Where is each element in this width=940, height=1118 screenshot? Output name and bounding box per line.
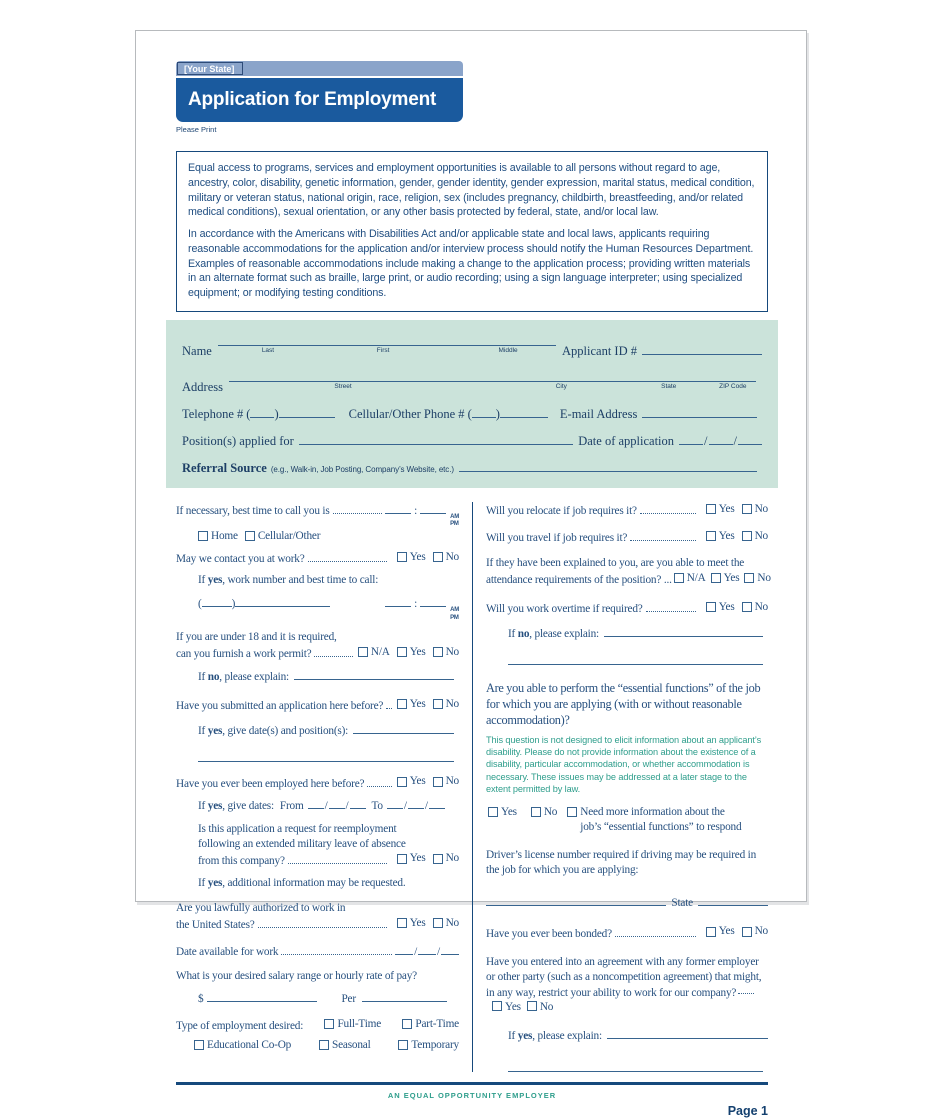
question-text: Will you travel if job requires it?: [486, 532, 628, 545]
option-label: Educational Co-Op: [207, 1038, 292, 1051]
paren-open: (: [246, 406, 251, 421]
question-text: can you furnish a work permit?: [176, 648, 312, 661]
slash: /: [414, 945, 418, 958]
dotted-leader: [738, 985, 754, 994]
from-day-blank: [329, 797, 345, 809]
checkbox-icon: [531, 807, 541, 817]
dotted-leader: [640, 505, 696, 514]
option-no: [433, 645, 459, 660]
work-number-blank-row: [198, 595, 459, 621]
option-no: [433, 916, 459, 931]
option-yes: [711, 571, 740, 586]
dotted-leader: [288, 855, 387, 864]
slash: /: [437, 945, 440, 958]
checkbox-icon: [397, 699, 407, 709]
option-yes: [706, 924, 735, 939]
dates-positions-blank: [353, 722, 454, 734]
question-contact-at-work: [176, 550, 459, 567]
paren-close: ): [495, 406, 500, 421]
checkbox-icon: [742, 602, 752, 612]
option-label: No: [445, 775, 459, 788]
checkbox-icon: [742, 504, 752, 514]
option-label: Need more information about the job’s “essential functions” to respond: [580, 805, 742, 833]
name-sublabels: [218, 346, 556, 355]
option-label: Yes: [505, 1001, 521, 1014]
if-yes-dates-positions-row: [198, 722, 459, 739]
name-label: Name: [182, 343, 212, 358]
per-label: Per: [341, 992, 356, 1005]
option-label: Yes: [718, 925, 735, 938]
question-attendance-line1: If they have been explained to you, are you able to meet the: [486, 556, 745, 569]
if-yes-dates-row: [198, 797, 459, 814]
license-blank-row: [486, 894, 768, 911]
option-yes: [397, 697, 426, 712]
blank-line: [198, 750, 454, 762]
option-label: No: [754, 502, 768, 515]
option-label: Yes: [723, 571, 740, 584]
question-drivers-license: Driver’s license number required if driving may be required in the job for which you are applying:: [486, 849, 757, 876]
checkbox-icon: [742, 927, 752, 937]
question-text: Type of employment desired:: [176, 1019, 304, 1032]
address-sublabels: [229, 382, 756, 391]
slash: /: [424, 800, 428, 813]
page-number: Page 1: [727, 1103, 768, 1118]
address-blank: [229, 370, 756, 382]
checkbox-icon: [527, 1001, 537, 1011]
time-hour-blank: [385, 502, 411, 514]
am-pm-stack: [450, 514, 459, 529]
option-label: Cellular/Other: [257, 529, 321, 542]
dotted-leader: [281, 946, 392, 955]
sublabel-middle: Middle: [498, 346, 518, 354]
if-yes-work-number-prompt: [198, 573, 459, 588]
applicant-id-blank: [642, 343, 762, 355]
to-year-blank: [429, 797, 445, 809]
email-blank: [642, 406, 757, 418]
option-label: No: [445, 852, 459, 865]
option-full-time: [324, 1017, 381, 1032]
option-no: [433, 697, 459, 712]
license-number-blank: [486, 894, 666, 906]
checkbox-icon: [433, 699, 443, 709]
option-label: No: [445, 645, 459, 658]
option-label: Yes: [718, 502, 735, 515]
address-field: [229, 370, 756, 391]
work-area-blank: [202, 595, 232, 607]
checkbox-icon: [433, 647, 443, 657]
form-header: [176, 61, 768, 134]
option-label: Yes: [409, 645, 426, 658]
question-text: Have you ever been employed here before?: [176, 777, 365, 790]
question-text: If necessary, best time to call you is: [176, 504, 330, 517]
question-lawful-line2: [176, 916, 459, 933]
question-text: from this company?: [198, 854, 285, 867]
option-part-time: [402, 1017, 459, 1032]
prompt-text: If yes, additional information may be requested.: [198, 877, 406, 890]
pm-label: PM: [450, 614, 459, 621]
checkbox-icon: [433, 854, 443, 864]
prompt-text: If yes, work number and best time to call:: [198, 573, 379, 586]
question-text: Have you entered into an agreement with any former employer or other party (such as a noncompetition agreement) that might, in any way, restrict your ability to work for our company?: [486, 956, 762, 999]
option-label: No: [539, 1001, 554, 1014]
question-salary: What is your desired salary range or hourly rate of pay?: [176, 970, 417, 983]
salary-blank-row: [198, 990, 459, 1007]
sublabel-street: Street: [334, 382, 352, 390]
question-text: Will you work overtime if required?: [486, 602, 643, 615]
option-label: Full-Time: [337, 1017, 382, 1030]
dollar-sign: $: [198, 992, 204, 1005]
question-overtime: [486, 600, 768, 617]
from-label: From: [279, 800, 304, 813]
question-text: the United States?: [176, 918, 255, 931]
avail-year-blank: [441, 943, 459, 955]
checkbox-icon: [567, 807, 577, 817]
question-text: Have you ever been bonded?: [486, 927, 612, 940]
telephone-blank: [279, 406, 335, 418]
option-label: Temporary: [411, 1038, 459, 1051]
state-tag-label: [Your State]: [184, 63, 235, 74]
option-label: Yes: [409, 550, 426, 563]
checkbox-icon: [674, 573, 684, 583]
equal-opportunity-label: AN EQUAL OPPORTUNITY EMPLOYER: [387, 1090, 557, 1100]
checkbox-icon: [711, 573, 721, 583]
to-month-blank: [387, 797, 403, 809]
to-day-blank: [408, 797, 424, 809]
question-bonded: [486, 924, 768, 941]
question-text: May we contact you at work?: [176, 552, 305, 565]
option-label: N/A: [686, 571, 706, 584]
pm-label: PM: [450, 521, 459, 528]
date-month-blank: [679, 433, 703, 445]
employment-type-row2: [194, 1038, 459, 1053]
paren-close: ): [231, 598, 236, 611]
option-no: [742, 924, 768, 939]
checkbox-icon: [706, 927, 716, 937]
question-lawful-line1: Are you lawfully authorized to work in: [176, 901, 346, 914]
blank-line: [508, 653, 763, 665]
option-yes: [397, 851, 426, 866]
date-application-label: Date of application: [578, 433, 675, 448]
option-label: Seasonal: [331, 1038, 371, 1051]
paren-close: ): [274, 406, 279, 421]
time-minute-blank: [420, 502, 446, 514]
option-no: [742, 529, 768, 544]
option-label: No: [445, 916, 459, 929]
application-form-page: [135, 30, 807, 1118]
dotted-leader: [308, 553, 387, 562]
name-row: [182, 334, 762, 359]
am-label: AM: [450, 607, 459, 614]
eeo-statement-box: [176, 151, 768, 312]
footer-rule: [176, 1082, 768, 1085]
question-essential-functions: Are you able to perform the “essential functions” of the job for which you are applying (with or without reasonable accommodation)?: [486, 681, 761, 728]
paren-open: (: [467, 406, 472, 421]
option-yes: [397, 645, 426, 660]
slash: /: [403, 800, 407, 813]
question-work-permit-line2: [176, 645, 459, 662]
name-field: [218, 334, 556, 355]
slash: /: [324, 800, 328, 813]
essential-functions-options: [486, 805, 768, 834]
option-label: Yes: [409, 697, 426, 710]
checkbox-icon: [319, 1040, 329, 1050]
dotted-leader: [333, 505, 383, 514]
questions-section: [176, 502, 771, 1072]
option-no: [433, 550, 459, 565]
please-print-label: Please Print: [176, 125, 217, 134]
if-no-explain-row: [508, 625, 768, 642]
option-label: Yes: [718, 600, 735, 613]
state-blank: [698, 894, 768, 906]
sublabel-last: Last: [261, 346, 275, 354]
checkbox-icon: [488, 807, 498, 817]
to-label: To: [371, 800, 383, 813]
telephone-area-blank: [250, 406, 274, 418]
state-tag-box: [177, 62, 243, 75]
cellular-label: Cellular/Other Phone #: [348, 406, 465, 421]
option-label: N/A: [370, 645, 390, 658]
telephone-label: Telephone #: [182, 406, 244, 421]
option-na: [674, 571, 706, 586]
question-date-available: [176, 943, 459, 960]
checkbox-icon: [433, 777, 443, 787]
eeo-paragraph-2: In accordance with the Americans with Disabilities Act and/or applicable state and local laws, applicants requiring reasonable accommodations for the application and/or interview process should notify the Human Resources Department. Examples of reasonable accommodations include making a change to the application process; providing written materials in an alternate format such as braille, large print, or audio recording; using a sign language interpreter; using specialized equipment; or modifying testing conditions.: [188, 228, 754, 300]
option-label: No: [754, 529, 768, 542]
checkbox-icon: [433, 552, 443, 562]
cellular-area-blank: [472, 406, 496, 418]
question-best-time: [176, 502, 459, 528]
option-label: No: [445, 550, 459, 563]
checkbox-icon: [198, 531, 208, 541]
dotted-leader: [314, 648, 352, 657]
option-label: Home: [211, 529, 238, 542]
if-yes-explain-row: [508, 1027, 768, 1044]
question-employed-before: [176, 774, 459, 791]
option-label: No: [754, 925, 768, 938]
name-blank: [218, 334, 556, 346]
dotted-leader: [386, 700, 391, 709]
checkbox-icon: [397, 854, 407, 864]
spacer: [333, 598, 382, 607]
cellular-blank: [500, 406, 548, 418]
option-yes: [488, 805, 517, 820]
address-label: Address: [182, 379, 223, 394]
slash: /: [704, 433, 708, 448]
blank-line: [508, 1060, 763, 1072]
option-cellular-other: [245, 529, 320, 544]
checkbox-icon: [744, 573, 754, 583]
option-label: Yes: [718, 529, 735, 542]
option-no: [433, 851, 459, 866]
slash: /: [345, 800, 349, 813]
checkbox-icon: [742, 531, 752, 541]
colon: :: [414, 504, 418, 517]
form-title-bar: [176, 78, 463, 122]
checkbox-icon: [402, 1019, 412, 1029]
question-submitted-before: [176, 697, 459, 714]
option-na: [358, 645, 390, 660]
option-label: No: [757, 571, 771, 584]
checkbox-icon: [324, 1019, 334, 1029]
option-seasonal: [319, 1038, 371, 1053]
time-hour-blank: [385, 595, 411, 607]
option-yes: [706, 600, 735, 615]
dotted-leader: [367, 778, 391, 787]
sublabel-first: First: [376, 346, 390, 354]
dotted-leader: [615, 928, 696, 937]
if-yes-additional-info: [198, 876, 459, 891]
time-minute-blank: [420, 595, 446, 607]
option-label: No: [543, 805, 558, 818]
question-travel: [486, 529, 768, 546]
sublabel-state: State: [661, 382, 677, 390]
position-row: [182, 433, 762, 449]
avail-day-blank: [418, 943, 436, 955]
prompt-text: If no, please explain:: [508, 627, 599, 640]
checkbox-icon: [194, 1040, 204, 1050]
applicant-id-label: Applicant ID #: [562, 343, 637, 358]
per-blank: [362, 990, 447, 1002]
option-no: [531, 805, 557, 820]
question-work-permit-line1: If you are under 18 and it is required,: [176, 631, 337, 644]
state-tab-bar: [176, 61, 463, 76]
option-no: [433, 774, 459, 789]
option-label: Yes: [409, 775, 426, 788]
option-no: [742, 600, 768, 615]
continuation-blank-row: [198, 750, 459, 762]
option-yes: [706, 529, 735, 544]
employment-type-row1: [176, 1017, 459, 1034]
am-label: AM: [450, 513, 459, 520]
checkbox-icon: [358, 647, 368, 657]
from-month-blank: [308, 797, 324, 809]
dotted-leader: [646, 603, 696, 612]
prompt-text: If yes, give dates:: [198, 800, 274, 813]
referral-hint: (e.g., Walk-in, Job Posting, Company’s Website, etc.): [270, 464, 454, 474]
option-need-more-info: [567, 805, 741, 834]
left-column: [176, 502, 472, 1072]
option-home: [198, 529, 238, 544]
phone-type-options: [198, 529, 459, 544]
option-no: [742, 502, 768, 517]
continuation-blank-row: [508, 1060, 768, 1072]
checkbox-icon: [397, 777, 407, 787]
if-no-explain-row: [198, 668, 459, 685]
avail-month-blank: [395, 943, 413, 955]
checkbox-icon: [397, 647, 407, 657]
disability-note: This question is not designed to elicit information about an applicant’s disability. Please do not provide information about the existence of a disability, particular accommodation, or whether accommodation is necessary. These issues may be addressed at a later stage to the extent permitted by law.: [486, 735, 762, 794]
dotted-leader: [258, 919, 387, 928]
option-temporary: [398, 1038, 459, 1053]
option-label: No: [754, 600, 768, 613]
date-day-blank: [709, 433, 733, 445]
paren-open: (: [198, 598, 202, 611]
sublabel-zip: ZIP Code: [719, 382, 747, 390]
prompt-text: If no, please explain:: [198, 670, 289, 683]
question-text: attendance requirements of the position? ...: [486, 573, 672, 586]
colon: :: [414, 598, 418, 611]
work-number-blank: [235, 595, 330, 607]
form-title: Application for Employment: [188, 89, 437, 110]
option-label: Yes: [409, 852, 426, 865]
date-year-blank: [738, 433, 762, 445]
question-noncompete: [486, 955, 768, 1015]
question-military-line3: [198, 851, 459, 868]
dotted-leader: [630, 532, 695, 541]
option-label: Yes: [501, 805, 517, 818]
address-row: [182, 370, 762, 395]
question-military-line2: following an extended military leave of absence: [198, 837, 406, 850]
eeo-paragraph-1: Equal access to programs, services and employment opportunities is available to all persons without regard to age, ancestry, color, disability, genetic information, gender, gender identity, gender expression, marital status, medical condition, military or veteran status, national origin, race, religion, sex (includes pregnancy, childbirth, breastfeeding, and/or related medical conditions), sexual orientation, or any other basis protected by federal, state, and/or local law.: [188, 162, 755, 219]
checkbox-icon: [492, 1001, 502, 1011]
email-label: E-mail Address: [559, 406, 638, 421]
option-label: No: [445, 697, 459, 710]
phone-email-row: [182, 406, 762, 422]
state-label: State: [671, 896, 693, 909]
question-attendance-line2: [486, 571, 771, 588]
prompt-text: If yes, give date(s) and position(s):: [198, 724, 349, 737]
option-yes: [397, 774, 426, 789]
referral-row: [182, 460, 762, 476]
referral-blank: [459, 460, 757, 472]
option-yes: [397, 916, 426, 931]
checkbox-icon: [706, 531, 716, 541]
checkbox-icon: [706, 504, 716, 514]
option-no: [744, 571, 770, 586]
option-yes: [706, 502, 735, 517]
explain-blank: [607, 1027, 768, 1039]
prompt-text: If yes, please explain:: [508, 1029, 602, 1042]
positions-label: Position(s) applied for: [182, 433, 294, 448]
question-relocate: [486, 502, 768, 519]
sublabel-city: City: [555, 382, 567, 390]
checkbox-icon: [397, 552, 407, 562]
from-year-blank: [350, 797, 366, 809]
checkbox-icon: [433, 918, 443, 928]
question-military-line1: Is this application a request for reemployment: [198, 822, 397, 835]
positions-blank: [299, 433, 573, 445]
checkbox-icon: [398, 1040, 408, 1050]
option-label: Part-Time: [415, 1017, 459, 1030]
referral-label: Referral Source: [182, 460, 267, 475]
explain-blank: [294, 668, 454, 680]
explain-blank: [604, 625, 763, 637]
slash: /: [733, 433, 737, 448]
option-educational-coop: [194, 1038, 291, 1053]
applicant-info-section: [166, 320, 778, 488]
checkbox-icon: [706, 602, 716, 612]
option-yes: [397, 550, 426, 565]
salary-blank: [207, 990, 317, 1002]
right-column: [472, 502, 771, 1072]
question-text: Will you relocate if job requires it?: [486, 505, 637, 518]
checkbox-icon: [397, 918, 407, 928]
question-text: Date available for work: [176, 945, 279, 958]
question-text: Have you submitted an application here before?: [176, 699, 384, 712]
continuation-blank-row: [508, 653, 768, 665]
am-pm-stack: [450, 607, 459, 622]
checkbox-icon: [245, 531, 255, 541]
option-label: Yes: [409, 916, 426, 929]
